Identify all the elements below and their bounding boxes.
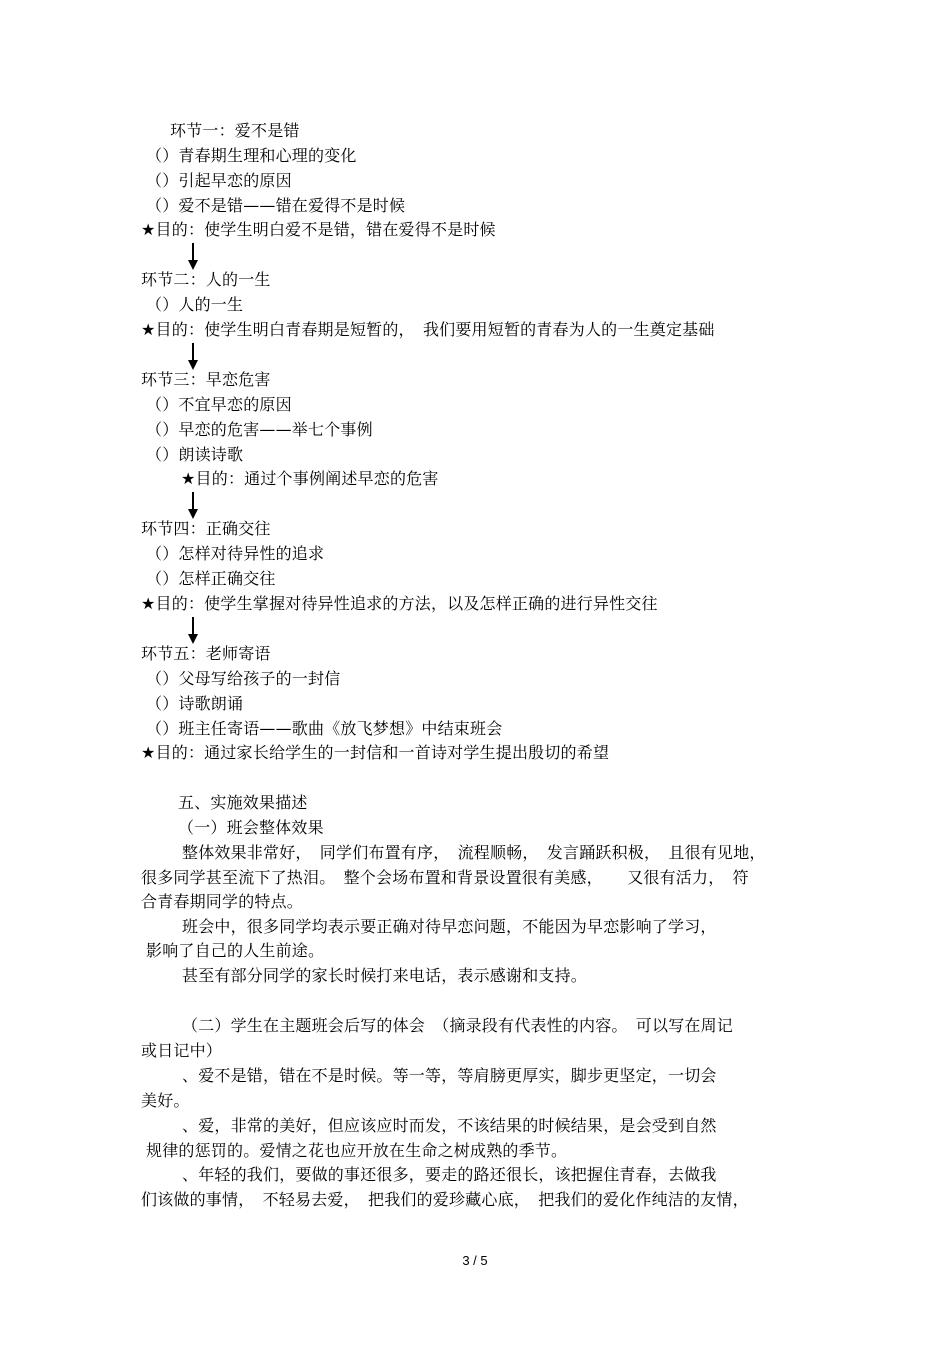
flow-arrow-down-icon — [187, 617, 199, 645]
section-1-item-1: （）青春期生理和心理的变化 — [146, 146, 357, 165]
section-5-item-1: （）父母写给孩子的一封信 — [146, 669, 341, 688]
section-4-item-1: （）怎样对待异性的追求 — [146, 544, 325, 563]
flow-arrow-down-icon — [187, 343, 199, 371]
reflection-1-line-2: 美好。 — [141, 1091, 190, 1110]
reflection-2-line-1: 、爱，非常的美好，但应该应时而发，不该结果的时候结果，是会受到自然 — [182, 1116, 717, 1135]
reflection-1-line-1: 、爱不是错，错在不是时候。等一等，等肩膀更厚实，脚步更坚定，一切会 — [182, 1066, 717, 1085]
reflection-3-line-2: 们该做的事情， 不轻易去爱， 把我们的爱珍藏心底， 把我们的爱化作纯洁的友情， — [141, 1190, 749, 1209]
effect-subheading-2-line-1: （二）学生在主题班会后写的体会 （摘录段有代表性的内容。 可以写在周记 — [182, 1016, 734, 1035]
section-4-title: 环节四：正确交往 — [141, 519, 271, 538]
section-1-title: 环节一：爱不是错 — [170, 121, 300, 140]
flow-arrow-down-icon — [187, 492, 199, 520]
section-3-goal: ★目的：通过个事例阐述早恋的危害 — [181, 469, 439, 488]
section-2-title: 环节二：人的一生 — [141, 270, 271, 289]
effect-paragraph-1-line-1: 整体效果非常好， 同学们布置有序， 流程顺畅， 发言踊跃积极， 且很有见地， — [182, 843, 766, 862]
reflection-3-line-1: 、年轻的我们，要做的事还很多，要走的路还很长，该把握住青春，去做我 — [182, 1165, 717, 1184]
section-3-title: 环节三：早恋危害 — [141, 370, 271, 389]
section-3-item-3: （）朗读诗歌 — [146, 445, 244, 464]
section-2-item-1: （）人的一生 — [146, 295, 244, 314]
section-1-item-2: （）引起早恋的原因 — [146, 171, 292, 190]
section-2-goal: ★目的：使学生明白青春期是短暂的， 我们要用短暂的青春为人的一生奠定基础 — [141, 320, 715, 339]
effect-heading: 五、实施效果描述 — [178, 793, 308, 812]
effect-paragraph-2-line-1: 班会中，很多同学均表示要正确对待早恋问题，不能因为早恋影响了学习， — [182, 917, 717, 936]
section-1-item-3: （）爱不是错——错在爱得不是时候 — [146, 196, 406, 215]
reflection-2-line-2: 规律的惩罚的。爱情之花也应开放在生命之树成熟的季节。 — [146, 1141, 568, 1160]
section-5-title: 环节五：老师寄语 — [141, 644, 271, 663]
effect-subheading-2-line-2: 或日记中） — [141, 1041, 223, 1060]
section-5-goal: ★目的：通过家长给学生的一封信和一首诗对学生提出殷切的希望 — [141, 743, 610, 762]
section-3-item-2: （）早恋的危害——举七个事例 — [146, 420, 373, 439]
effect-subheading-1: （一）班会整体效果 — [178, 818, 324, 837]
page-number: 3 / 5 — [462, 1253, 488, 1268]
effect-paragraph-2-line-2: 影响了自己的人生前途。 — [146, 941, 325, 960]
section-5-item-3: （）班主任寄语——歌曲《放飞梦想》中结束班会 — [146, 719, 503, 738]
effect-paragraph-3: 甚至有部分同学的家长时候打来电话，表示感谢和支持。 — [182, 966, 588, 985]
section-5-item-2: （）诗歌朗诵 — [146, 694, 244, 713]
section-1-goal: ★目的：使学生明白爱不是错，错在爱得不是时候 — [141, 220, 496, 239]
effect-paragraph-1-line-3: 合青春期同学的特点。 — [141, 892, 304, 911]
section-3-item-1: （）不宜早恋的原因 — [146, 395, 292, 414]
flow-arrow-down-icon — [187, 243, 199, 271]
effect-paragraph-1-line-2: 很多同学甚至流下了热泪。 整个会场布置和背景设置很有美感， 又很有活力， 符 — [141, 868, 749, 887]
section-4-goal: ★目的：使学生掌握对待异性追求的方法，以及怎样正确的进行异性交往 — [141, 594, 658, 613]
section-4-item-2: （）怎样正确交往 — [146, 569, 276, 588]
